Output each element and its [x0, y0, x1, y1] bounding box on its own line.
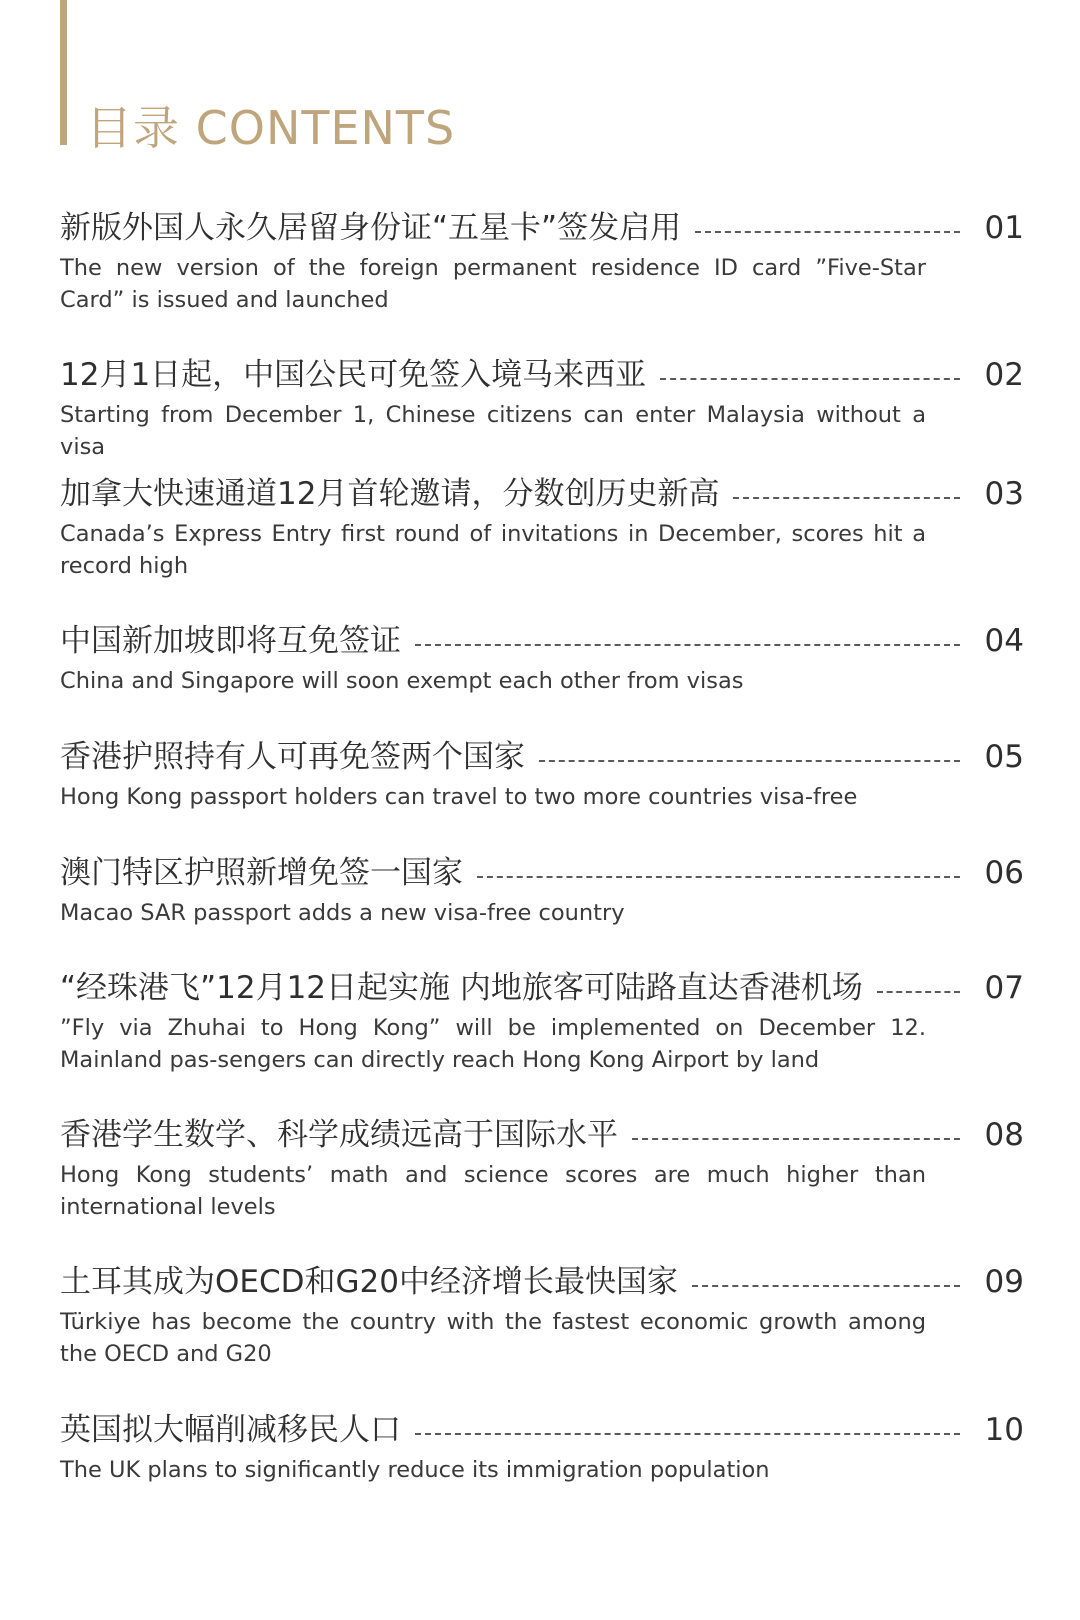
entry-subtitle: The new version of the foreign permanent residence ID card ”Five-Star Card” is issued and launched — [60, 255, 926, 313]
entry-heading-row — [60, 1408, 1024, 1452]
toc-entry-05[interactable] — [60, 735, 1024, 813]
dot-leader — [660, 378, 960, 380]
entry-page-number: 07 — [984, 970, 1024, 1006]
entry-heading-row — [60, 472, 1024, 516]
entry-page-number: 04 — [984, 623, 1024, 659]
entry-title: 中国新加坡即将互免签证 — [60, 623, 401, 659]
entry-heading-row — [60, 353, 1024, 397]
dot-leader — [539, 760, 960, 762]
entry-subtitle: The UK plans to significantly reduce its immigration population — [60, 1457, 770, 1483]
entry-subtitle: China and Singapore will soon exempt each other from visas — [60, 668, 744, 694]
entry-page-number: 06 — [984, 855, 1024, 891]
dot-leader — [632, 1138, 960, 1140]
toc-entry-09[interactable] — [60, 1260, 1024, 1370]
entry-page-number: 01 — [984, 210, 1024, 246]
toc-entry-02[interactable] — [60, 353, 1024, 463]
dot-leader — [877, 991, 960, 993]
entry-page-number: 08 — [984, 1117, 1024, 1153]
entry-subtitle: Türkiye has become the country with the fastest economic growth among the OECD and G20 — [60, 1309, 926, 1367]
toc-entry-07[interactable] — [60, 966, 1024, 1076]
entry-heading-row — [60, 619, 1024, 663]
entry-title: 12月1日起，中国公民可免签入境马来西亚 — [60, 357, 647, 393]
entry-subtitle: Hong Kong students’ math and science scores are much higher than international levels — [60, 1162, 926, 1220]
entry-title: “经珠港飞”12月12日起实施 内地旅客可陆路直达香港机场 — [60, 970, 863, 1006]
entry-page-number: 05 — [984, 739, 1024, 775]
entry-title: 新版外国人永久居留身份证“五星卡”签发启用 — [60, 210, 682, 246]
entry-heading-row — [60, 1260, 1024, 1304]
entry-heading-row — [60, 735, 1024, 779]
entry-heading-row — [60, 206, 1024, 250]
entry-page-number: 09 — [984, 1264, 1024, 1300]
entry-heading-row — [60, 851, 1024, 895]
entry-title: 澳门特区护照新增免签一国家 — [60, 855, 463, 891]
entry-heading-row — [60, 966, 1024, 1010]
entry-page-number: 03 — [984, 476, 1024, 512]
toc-entry-06[interactable] — [60, 851, 1024, 929]
entry-heading-row — [60, 1113, 1024, 1157]
dot-leader — [415, 1433, 960, 1435]
entry-title: 香港学生数学、科学成绩远高于国际水平 — [60, 1117, 618, 1153]
toc-entry-03[interactable] — [60, 472, 1024, 582]
dot-leader — [695, 231, 960, 233]
toc-entry-08[interactable] — [60, 1113, 1024, 1223]
entry-title: 英国拟大幅削减移民人口 — [60, 1412, 401, 1448]
toc-entry-04[interactable] — [60, 619, 1024, 697]
entry-subtitle: Hong Kong passport holders can travel to two more countries visa-free — [60, 784, 858, 810]
toc-entry-10[interactable] — [60, 1408, 1024, 1486]
dot-leader — [692, 1285, 960, 1287]
entry-subtitle: ”Fly via Zhuhai to Hong Kong” will be implemented on December 12. Mainland pas-sengers can directly reach Hong Kong Airport by land — [60, 1015, 926, 1073]
entry-page-number: 02 — [984, 357, 1024, 393]
entry-title: 土耳其成为OECD和G20中经济增长最快国家 — [60, 1264, 678, 1300]
entry-title: 香港护照持有人可再免签两个国家 — [60, 739, 525, 775]
entry-subtitle: Starting from December 1, Chinese citizens can enter Malaysia without a visa — [60, 402, 926, 460]
page-title: 目录 CONTENTS — [86, 101, 456, 155]
toc-entry-01[interactable] — [60, 206, 1024, 316]
entry-page-number: 10 — [984, 1412, 1024, 1448]
dot-leader — [733, 497, 960, 499]
dot-leader — [415, 644, 960, 646]
dot-leader — [477, 876, 960, 878]
entry-subtitle: Canada’s Express Entry first round of invitations in December, scores hit a record high — [60, 521, 926, 579]
entry-title: 加拿大快速通道12月首轮邀请，分数创历史新高 — [60, 476, 720, 512]
entry-subtitle: Macao SAR passport adds a new visa-free country — [60, 900, 625, 926]
